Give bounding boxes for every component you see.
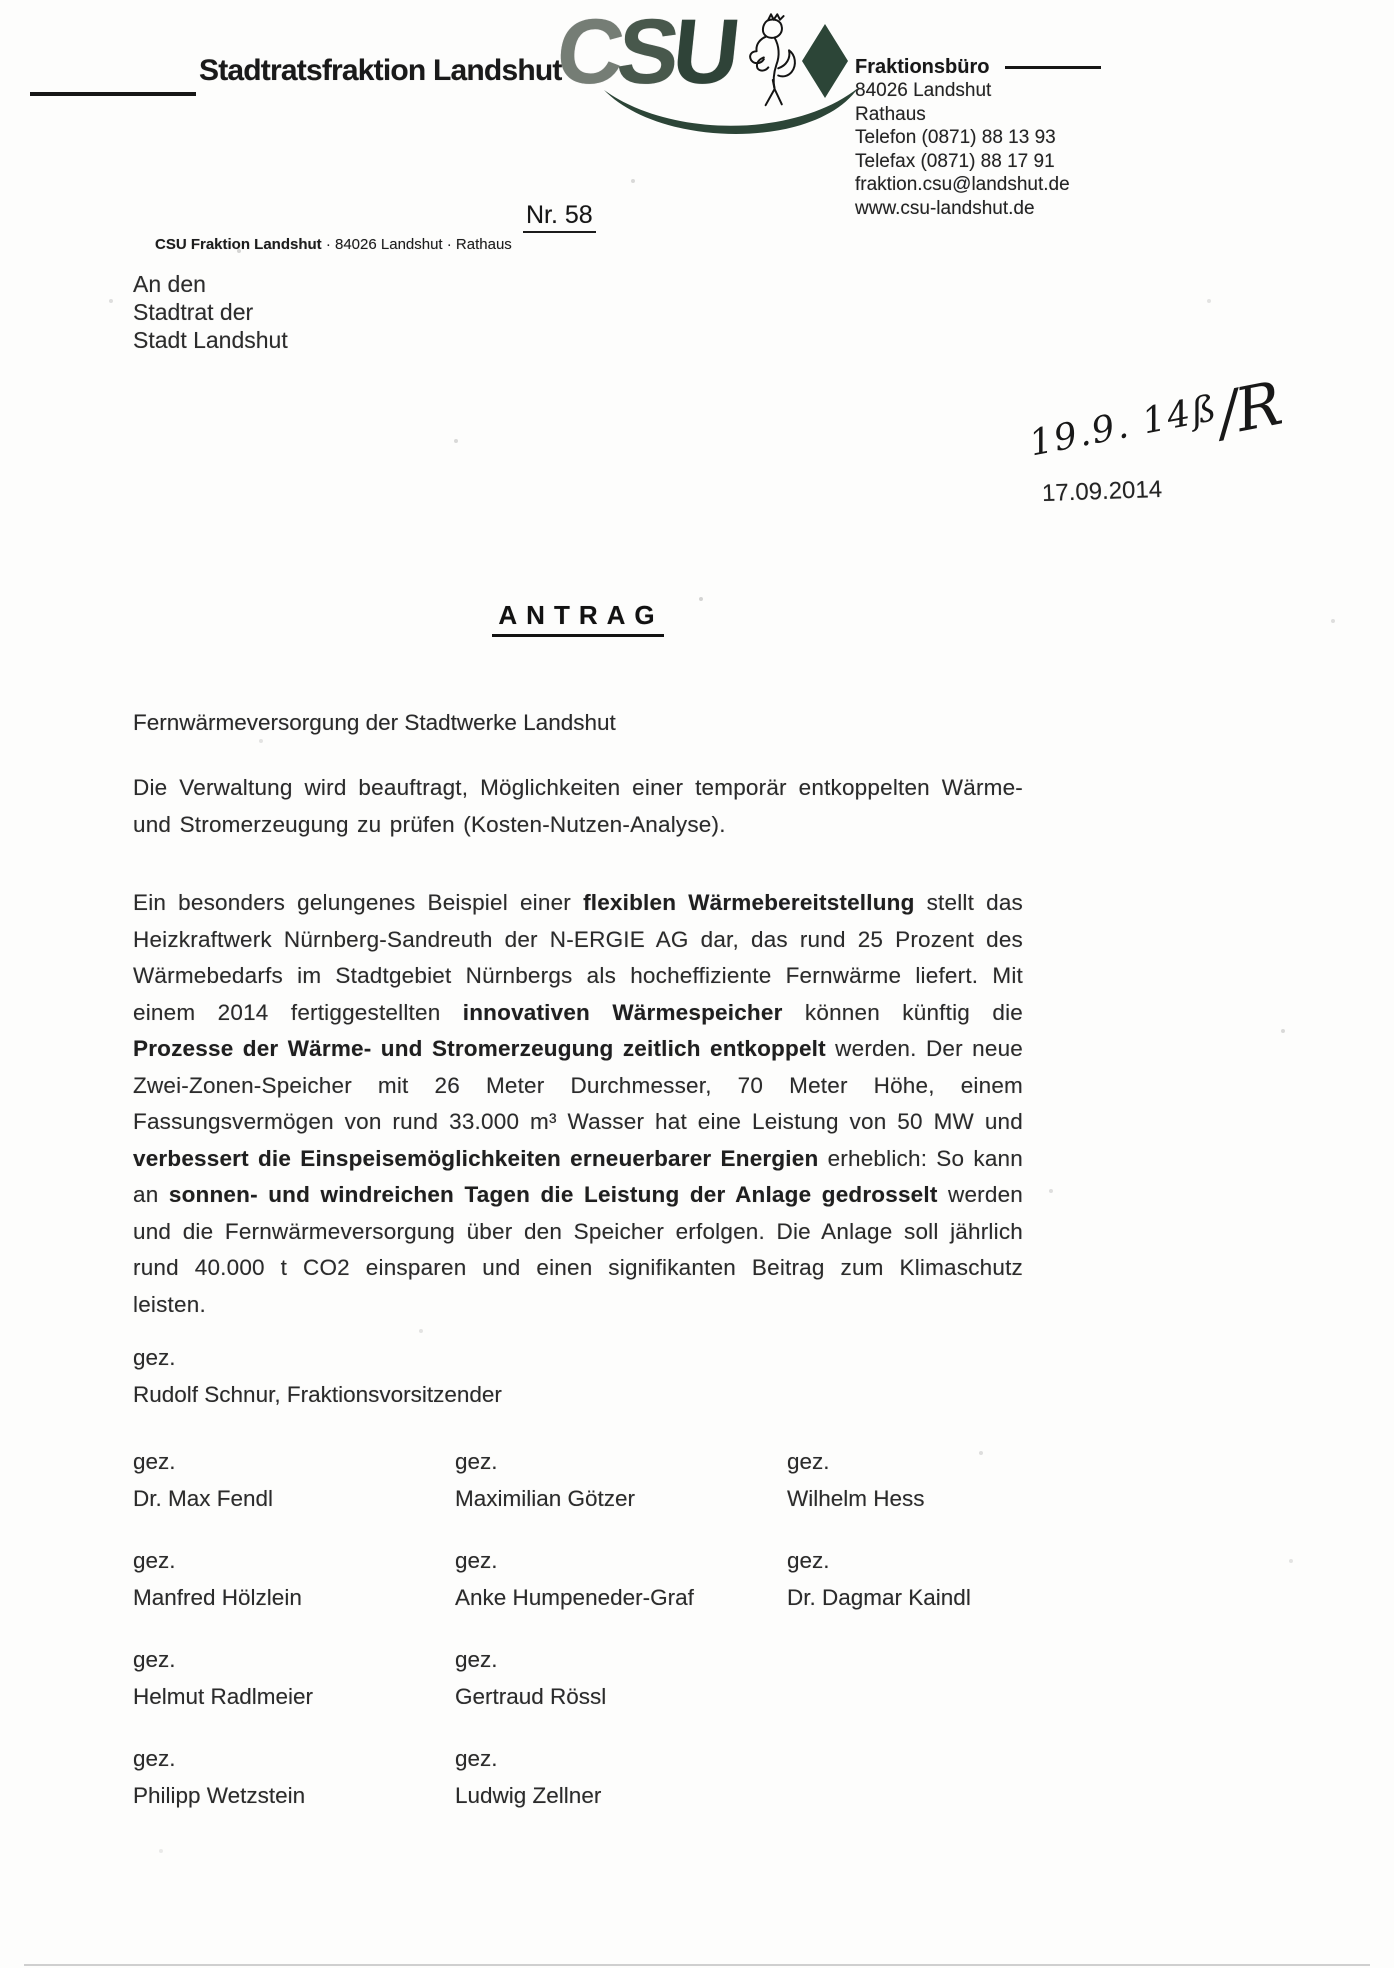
signatory-name: Dr. Max Fendl xyxy=(133,1485,274,1511)
office-line-email: fraktion.csu@landshut.de xyxy=(855,174,1070,195)
signature-cell xyxy=(455,1444,787,1517)
recipient-line-1: An den xyxy=(133,271,206,297)
sender-line-bold: CSU Fraktion Landshut xyxy=(155,236,322,253)
office-block xyxy=(855,56,1185,220)
signature-cell xyxy=(455,1543,787,1616)
signatory-name: Helmut Radlmeier xyxy=(133,1683,314,1709)
document-title-row xyxy=(133,600,1023,637)
gez-label: gez. xyxy=(133,1647,176,1672)
signature-grid xyxy=(133,1444,1273,1814)
sender-line-rest: · 84026 Landshut · Rathaus xyxy=(321,236,512,253)
signatory-name: Maximilian Götzer xyxy=(455,1485,636,1511)
office-line-fax: Telefax (0871) 88 17 91 xyxy=(855,150,1055,172)
office-line-phone: Telefon (0871) 88 13 93 xyxy=(855,127,1056,148)
gez-label: gez. xyxy=(133,1449,176,1474)
scan-edge xyxy=(24,1964,1370,1966)
recipient-block xyxy=(133,270,288,354)
scan-noise xyxy=(0,0,2,2)
signature-cell xyxy=(133,1444,455,1517)
date-stamp: 17.09.2014 xyxy=(1041,475,1163,508)
office-header xyxy=(855,56,1185,79)
document-title: ANTRAG xyxy=(492,600,663,637)
gez-label: gez. xyxy=(133,1746,176,1771)
signature-cell xyxy=(787,1543,1273,1616)
signatory-name: Anke Humpeneder-Graf xyxy=(455,1584,694,1610)
csu-letter-s: S xyxy=(612,1,679,103)
signatory-name: Ludwig Zellner xyxy=(455,1782,602,1808)
body-paragraph: Die Verwaltung wird beauftragt, Möglichkeiten einer temporär entkoppelten Wärme- und Stromerzeugung zu prüfen (Kosten-Nutzen-Analyse). xyxy=(133,775,1023,837)
reference-number: Nr. 58 xyxy=(523,201,596,233)
handwritten-initials: /R xyxy=(1212,369,1286,450)
subject-line: Fernwärmeversorgung der Stadtwerke Landshut xyxy=(133,710,616,735)
signatory-name: Manfred Hölzlein xyxy=(133,1584,302,1610)
signature-cell xyxy=(455,1741,787,1814)
signatory-name: Philipp Wetzstein xyxy=(133,1782,306,1808)
gez-label: gez. xyxy=(133,1345,176,1370)
signature-cell xyxy=(787,1642,1273,1715)
gez-label: gez. xyxy=(133,1548,176,1573)
letterhead-title: Stadtratsfraktion Landshut xyxy=(199,54,562,87)
gez-label: gez. xyxy=(455,1647,498,1672)
signatory-name: Gertraud Rössl xyxy=(455,1683,607,1709)
swoosh-icon xyxy=(600,84,862,136)
handwritten-date: 19.9. 14ß xyxy=(1025,387,1222,465)
gez-label: gez. xyxy=(455,1449,498,1474)
recipient-line-3: Stadt Landshut xyxy=(133,327,288,353)
body-text xyxy=(133,770,1023,1365)
signatory-name: Rudolf Schnur, Fraktionsvorsitzender xyxy=(133,1381,502,1407)
handwritten-note xyxy=(1025,364,1313,486)
gez-label: gez. xyxy=(455,1746,498,1771)
gez-label: gez. xyxy=(787,1548,830,1573)
body-paragraph: Ein besonders gelungenes Beispiel einer flexiblen Wärmebereitstellung stellt das Heizkraftwerk Nürnberg-Sandreuth der N-ERGIE AG dar, das rund 25 Prozent des Wärmebedarfs im Stadtgebiet Nürnbergs als hocheffiziente Fernwärme liefert. Mit einem 2014 fertiggestellten innovativen Wärmespeicher können künftig die Prozesse der Wärme- und Stromerzeugung zeitlich entkoppelt werden. Der neue Zwei-Zonen-Speicher mit 26 Meter Durchmesser, 70 Meter Höhe, einem Fassungsvermögen von rund 33.000 m³ Wasser hat eine Leistung von 50 MW und verbessert die Einspeisemöglichkeiten erneuerbarer Energien erheblich: So kann an sonnen- und windreichen Tagen die Leistung der Anlage gedrosselt werden und die Fernwärmeversorgung über den Speicher erfolgen. Die Anlage soll jährlich rund 40.000 t CO2 einsparen und einen signifikanten Beitrag zum Klimaschutz leisten. xyxy=(133,890,1023,1317)
signatory-name: Dr. Dagmar Kaindl xyxy=(787,1584,971,1610)
office-line-city: 84026 Landshut xyxy=(855,80,992,101)
csu-letter-c: C xyxy=(551,1,624,103)
csu-letter-u: U xyxy=(667,1,739,103)
gez-label: gez. xyxy=(455,1548,498,1573)
sender-line xyxy=(155,236,512,253)
office-label: Fraktionsbüro xyxy=(855,56,990,78)
signatory-name: Wilhelm Hess xyxy=(787,1485,925,1511)
gez-label: gez. xyxy=(787,1449,830,1474)
office-line-building: Rathaus xyxy=(855,103,926,125)
lead-signature xyxy=(133,1340,502,1413)
office-line-website: www.csu-landshut.de xyxy=(855,197,1035,219)
signature-cell xyxy=(133,1642,455,1715)
letterhead-rule xyxy=(30,92,196,96)
office-rule xyxy=(1005,66,1101,69)
recipient-line-2: Stadtrat der xyxy=(133,299,254,325)
signature-cell xyxy=(133,1741,455,1814)
signature-cell xyxy=(787,1444,1273,1517)
signature-cell xyxy=(133,1543,455,1616)
signature-cell xyxy=(455,1642,787,1715)
signature-cell xyxy=(787,1741,1273,1814)
csu-logo xyxy=(552,0,872,140)
